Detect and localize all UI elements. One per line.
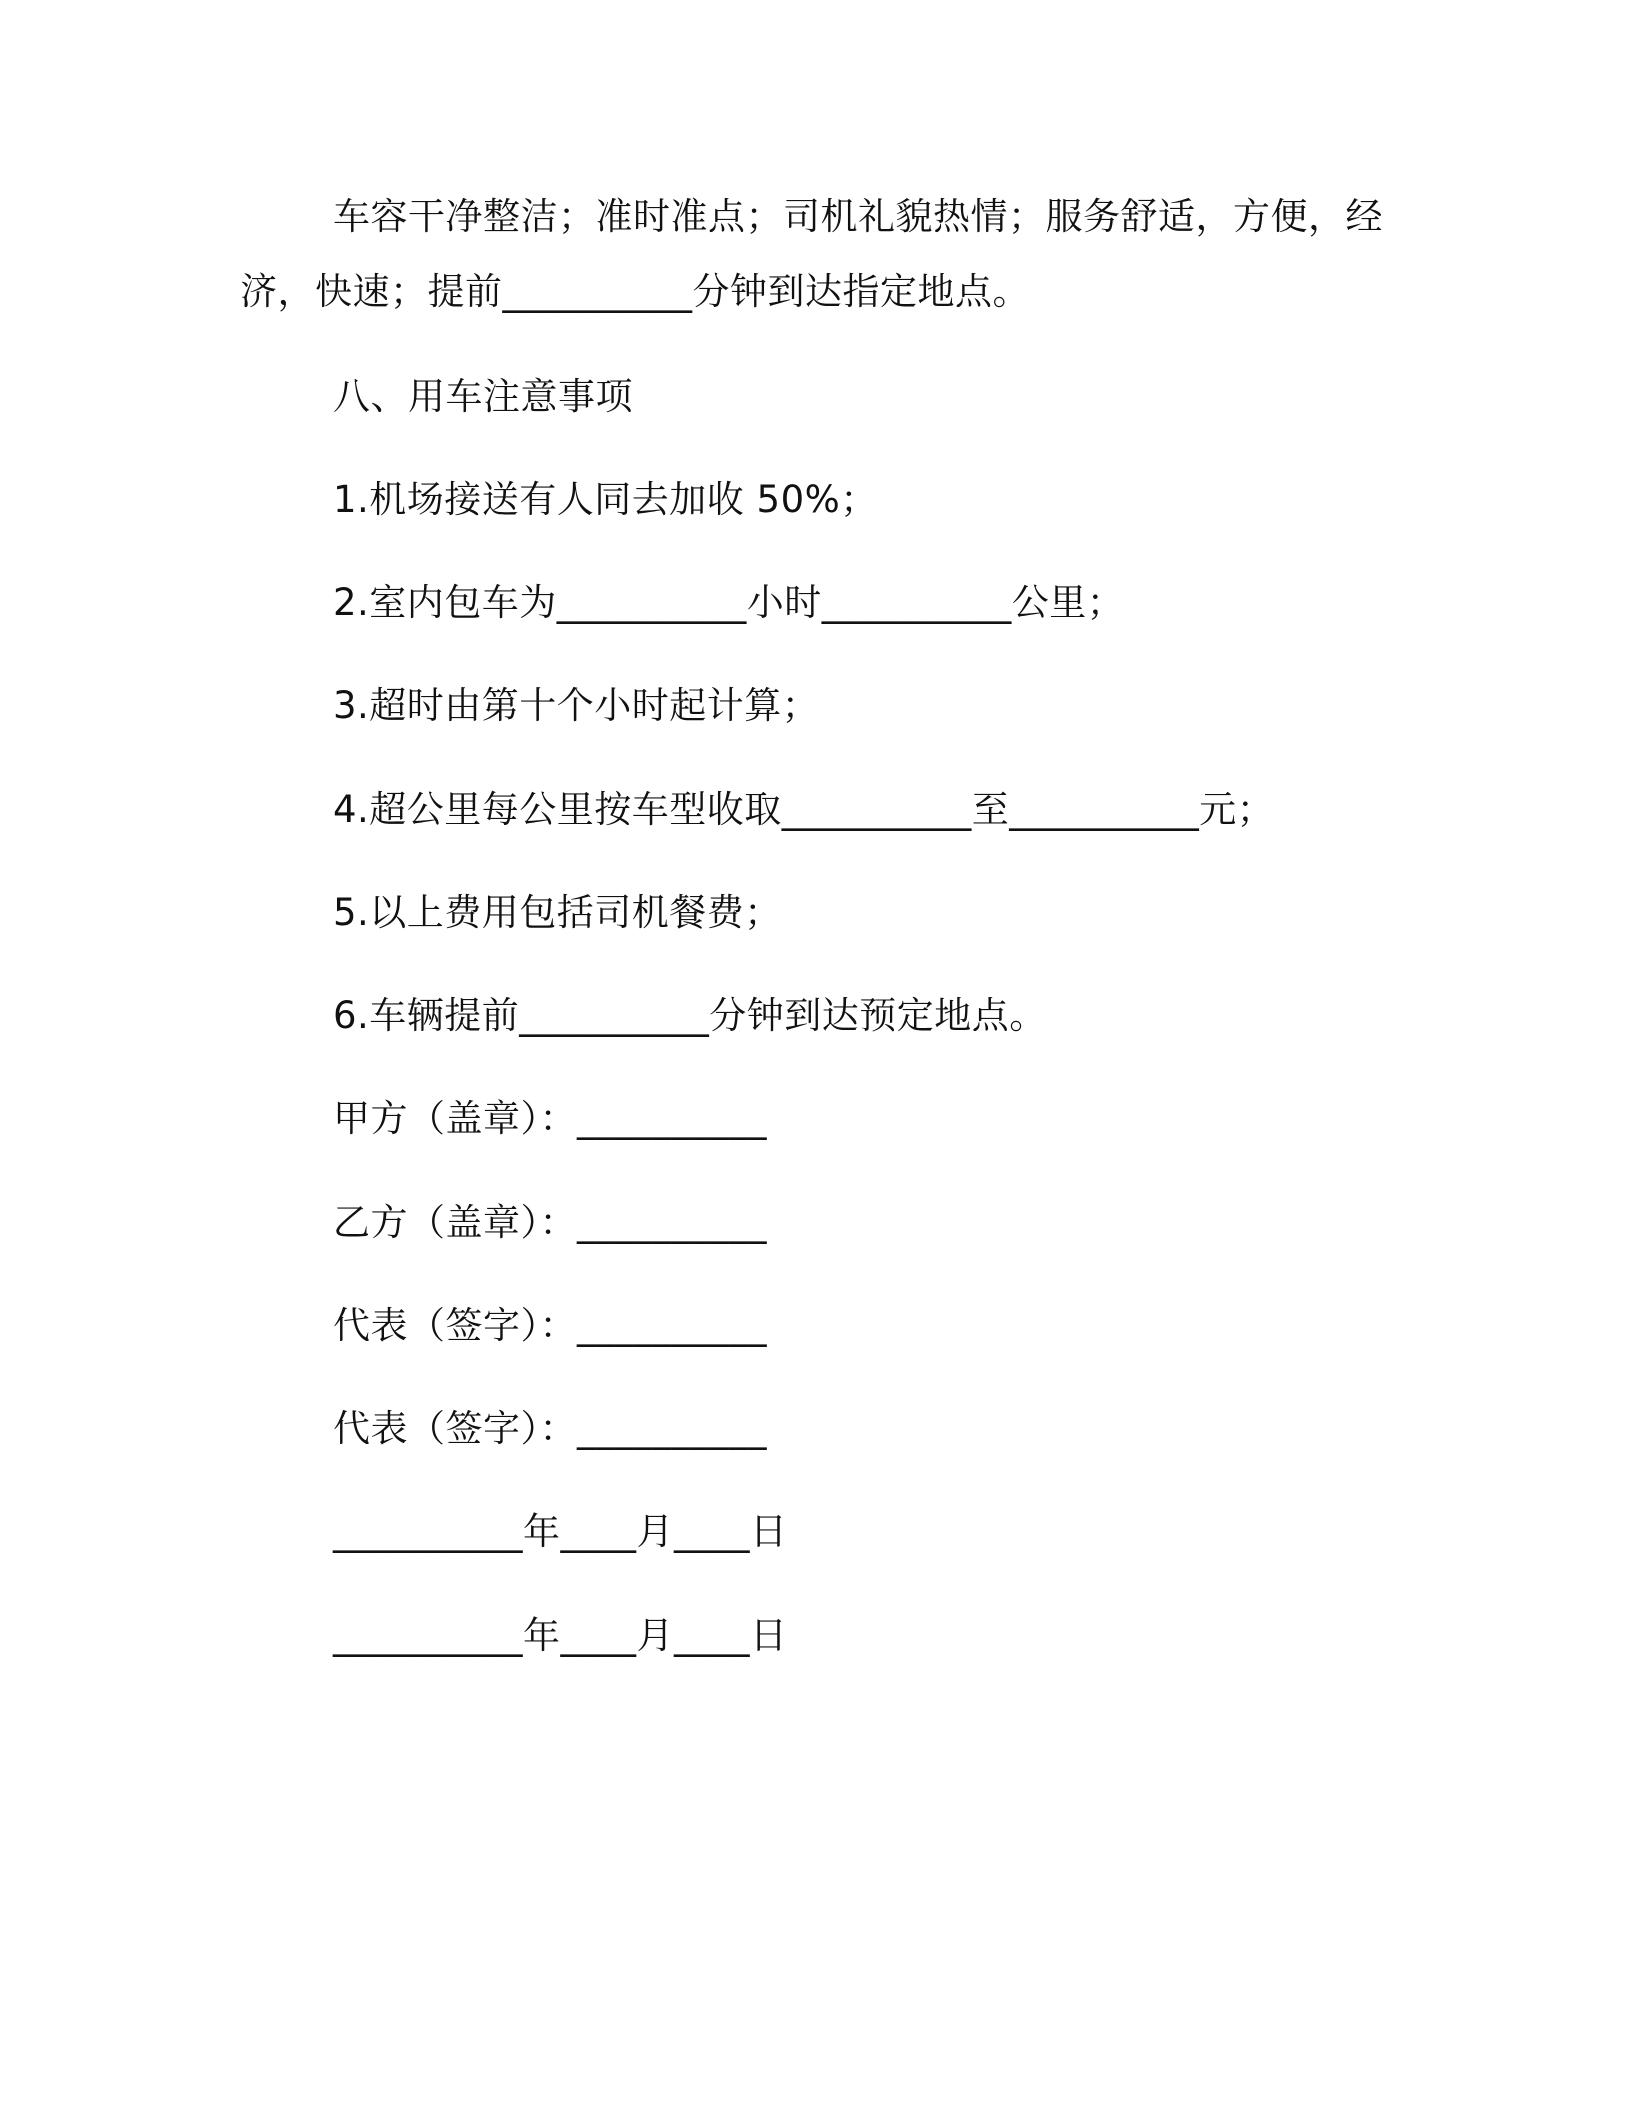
- signature-representative-1: 代表（签字）：__________: [333, 1304, 767, 1347]
- note-item-3: 3.超时由第十个小时起计算；: [333, 684, 820, 727]
- note-item-1: 1.机场接送有人同去加收 50%；: [333, 478, 878, 521]
- note-item-5: 5.以上费用包括司机餐费；: [333, 891, 782, 934]
- note-item-4: 4.超公里每公里按车型收取__________至__________元；: [333, 788, 1275, 831]
- intro-line-1: 车容干净整洁；准时准点；司机礼貌热情；服务舒适，方便，经: [333, 195, 1383, 238]
- intro-line-2: 济，快速；提前__________分钟到达指定地点。: [240, 270, 1030, 313]
- signature-party-a: 甲方（盖章）：__________: [333, 1097, 767, 1140]
- date-line-1: __________年____月____日: [333, 1510, 788, 1553]
- signature-representative-2: 代表（签字）：__________: [333, 1407, 767, 1450]
- note-item-2: 2.室内包车为__________小时__________公里；: [333, 581, 1125, 624]
- date-line-2: __________年____月____日: [333, 1614, 788, 1657]
- note-item-6: 6.车辆提前__________分钟到达预定地点。: [333, 994, 1047, 1037]
- section-heading: 八、用车注意事项: [333, 375, 633, 418]
- signature-party-b: 乙方（盖章）：__________: [333, 1201, 767, 1244]
